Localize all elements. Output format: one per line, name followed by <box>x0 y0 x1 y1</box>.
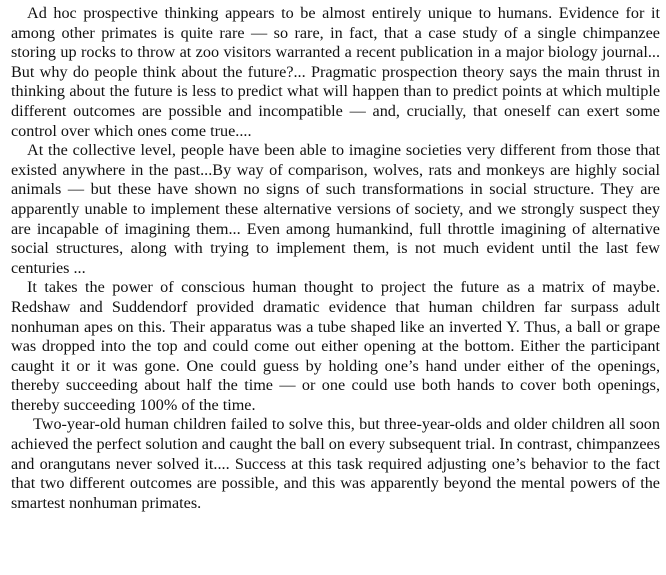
paragraph-children-results: Two-year-old human children failed to solve this, but three-year-olds and older children all soon achieved the perfect solution and caught the ball on every subsequent trial. In contrast, chimpanzees and orangutans never solved it.... Success at this task required adjusting one’s behavior to the fact that two different outcomes are possible, and this was apparently beyond the mental powers of the smartest nonhuman primates. <box>11 415 660 512</box>
paragraph-prospective-thinking: Ad hoc prospective thinking appears to be almost entirely unique to humans. Evidence for it among other primates is quite rare — so rare, in fact, that a case study of a single chimpanzee storing up rocks to throw at zoo visitors warranted a recent publication in a major biology journal... But why do people think about the future?... Pragmatic prospection theory says the main thrust in thinking about the future is less to predict what will happen than to predict points at which multiple different outcomes are possible and incompatible — and, crucially, that oneself can exert some control over which ones come true.... <box>11 4 660 140</box>
paragraph-collective-level: At the collective level, people have been able to imagine societies very different from those that existed anywhere in the past...By way of comparison, wolves, rats and monkeys are highly social animals — but these have shown no signs of such transformations in social structure. They are apparently unable to implement these alternative versions of society, and we strongly suspect they are incapable of imagining them... Even among humankind, full throttle imagining of alternative social structures, along with trying to implement them, is not much evident until the last few centuries ... <box>11 141 660 277</box>
paragraph-matrix-of-maybe: It takes the power of conscious human thought to project the future as a matrix of maybe. Redshaw and Suddendorf provided dramatic evidence that human children far surpass adult nonhuman apes on this. Their apparatus was a tube shaped like an inverted Y. Thus, a ball or grape was dropped into the top and could come out either opening at the bottom. Either the participant caught it or it was gone. One could guess by holding one’s hand under either of the openings, thereby succeeding about half the time — or one could use both hands to cover both openings, thereby succeeding 100% of the time. <box>11 278 660 414</box>
